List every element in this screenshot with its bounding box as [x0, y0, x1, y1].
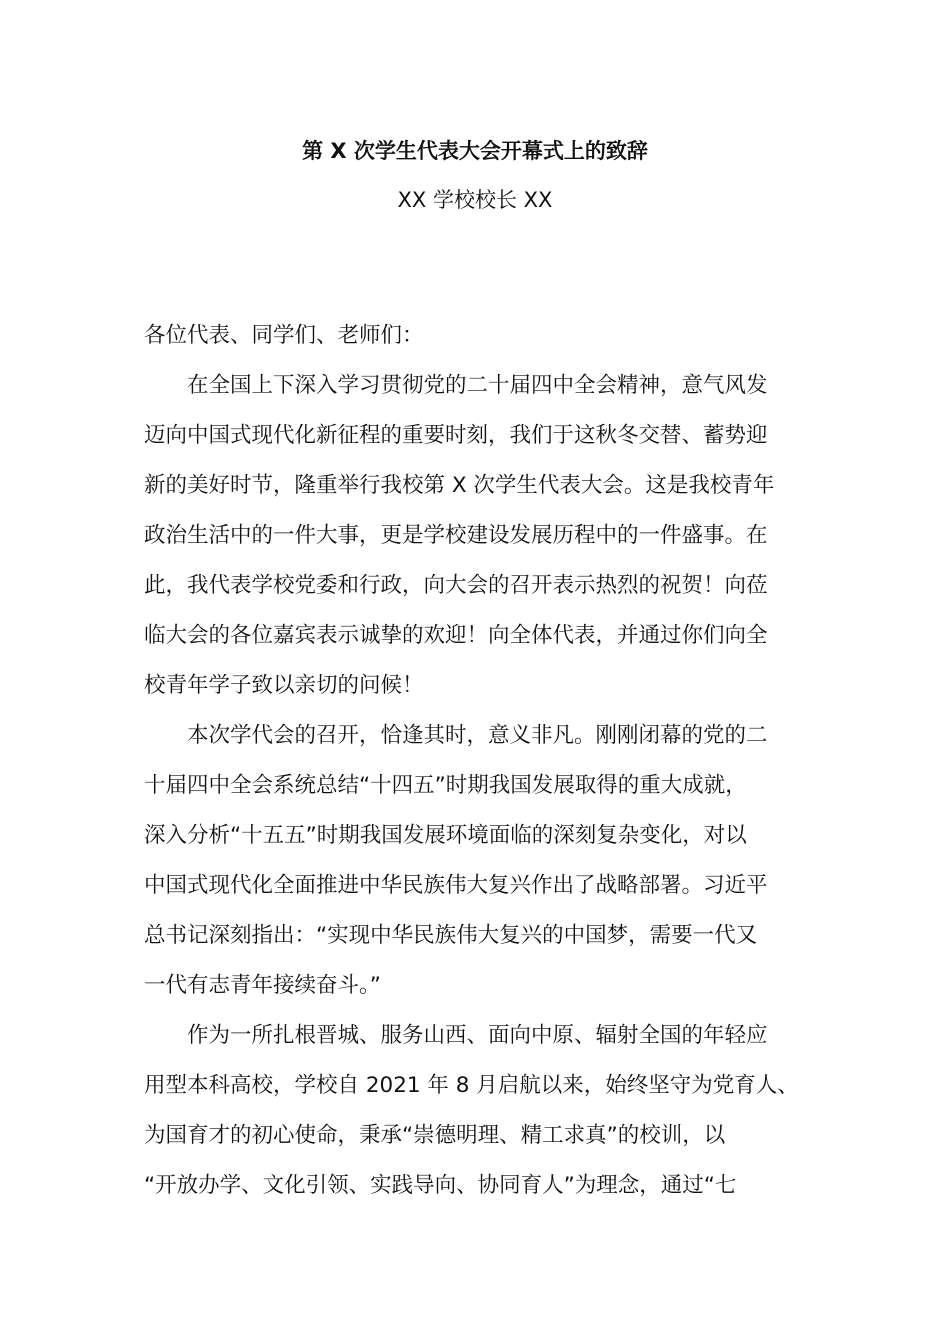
paragraph-1-line-1: 在全国上下深入学习贯彻党的二十届四中全会精神，意气风发	[187, 373, 768, 398]
paragraph-2-line-6: 一代有志青年接续奋斗。”	[144, 973, 381, 998]
paragraph-2-line-2: 十届四中全会系统总结“十四五”时期我国发展取得的重大成就，	[144, 773, 747, 798]
document-author: XX 学校校长 XX	[397, 188, 553, 212]
paragraph-1-line-2: 迈向中国式现代化新征程的重要时刻，我们于这秋冬交替、蓄势迎	[144, 423, 768, 448]
paragraph-1-line-5: 此，我代表学校党委和行政，向大会的召开表示热烈的祝贺！向莅	[144, 573, 768, 598]
paragraph-1-line-4: 政治生活中的一件大事，更是学校建设发展历程中的一件盛事。在	[144, 523, 768, 548]
paragraph-3-line-4: “开放办学、文化引领、实践导向、协同育人”为理念，通过“七	[144, 1173, 737, 1198]
salutation: 各位代表、同学们、老师们：	[144, 323, 424, 348]
paragraph-3-line-1: 作为一所扎根晋城、服务山西、面向中原、辐射全国的年轻应	[187, 1023, 768, 1048]
paragraph-2-line-1: 本次学代会的召开，恰逢其时，意义非凡。刚刚闭幕的党的二	[187, 723, 768, 748]
paragraph-2-line-5: 总书记深刻指出：“实现中华民族伟大复兴的中国梦，需要一代又	[144, 923, 758, 948]
paragraph-2-line-4: 中国式现代化全面推进中华民族伟大复兴作出了战略部署。习近平	[144, 873, 768, 898]
paragraph-3-line-3: 为国育才的初心使命，秉承“崇德明理、精工求真”的校训，以	[144, 1123, 726, 1148]
document-title: 第 X 次学生代表大会开幕式上的致辞	[302, 139, 648, 163]
paragraph-2-line-3: 深入分析“十五五”时期我国发展环境面临的深刻复杂变化，对以	[144, 823, 747, 848]
paragraph-1-line-3: 新的美好时节，隆重举行我校第 X 次学生代表大会。这是我校青年	[144, 473, 775, 498]
document-body	[144, 311, 808, 1211]
paragraph-3-line-2: 用型本科高校，学校自 2021 年 8 月启航以来，始终坚守为党育人、	[144, 1073, 799, 1098]
paragraph-1-line-7: 校青年学子致以亲切的问候！	[144, 673, 424, 698]
paragraph-1-line-6: 临大会的各位嘉宾表示诚挚的欢迎！向全体代表，并通过你们向全	[144, 623, 768, 648]
